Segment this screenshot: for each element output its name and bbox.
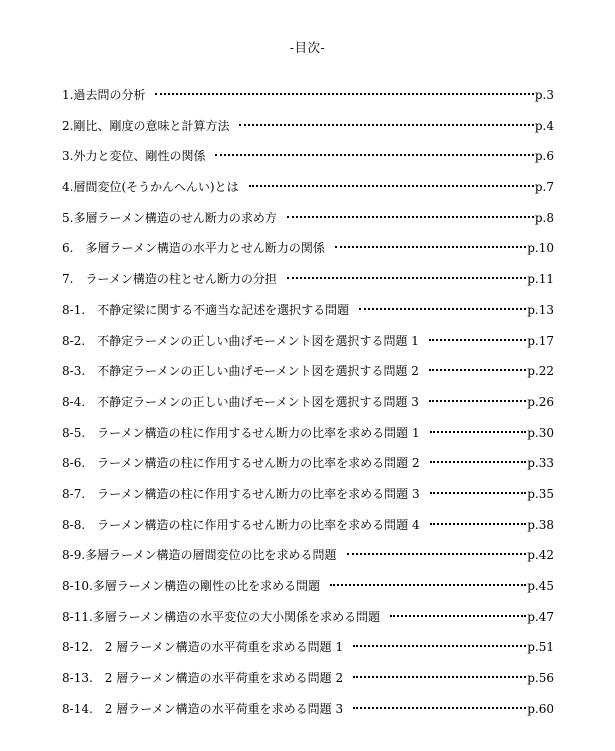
toc-entry-number: 8-3.: [62, 364, 98, 379]
toc-entry-page: p.47: [527, 609, 554, 624]
toc-entry-number: 6.: [62, 241, 86, 256]
toc-entry-page: p.45: [527, 579, 554, 593]
toc-entry-title: ラーメン構造の柱に作用するせん断力の比率を求める問題 4: [97, 517, 420, 532]
toc-leader-dots: [330, 576, 526, 586]
toc-entry-page: p.3: [534, 88, 554, 102]
toc-entry[interactable]: [62, 209, 554, 240]
toc-entry[interactable]: [62, 393, 554, 424]
toc-entry-number: 8-14.: [62, 701, 105, 716]
toc-leader-dots: [359, 300, 526, 310]
toc-entry-number: 8-10.: [62, 579, 93, 593]
toc-entry[interactable]: [62, 546, 554, 577]
toc-entry-page: p.26: [527, 394, 554, 409]
toc-leader-dots: [429, 392, 526, 402]
toc-entry[interactable]: [62, 454, 554, 485]
toc-leader-dots: [353, 637, 526, 647]
toc-entry-page: p.51: [527, 640, 554, 655]
toc-entry-title: ラーメン構造の柱に作用するせん断力の比率を求める問題 1: [97, 425, 420, 440]
toc-entry-title: ラーメン構造の柱に作用するせん断力の比率を求める問題 3: [97, 486, 420, 501]
toc-entry-number: 4.: [62, 180, 74, 195]
toc-entry-page: p.35: [527, 486, 554, 501]
toc-entry-title: 不静定梁に関する不適当な記述を選択する問題: [97, 302, 350, 317]
toc-entry[interactable]: [62, 424, 554, 455]
toc-entry-page: p.13: [527, 302, 554, 317]
toc-entry[interactable]: [62, 638, 554, 669]
toc-entry-page: p.38: [527, 517, 554, 532]
toc-leader-dots: [430, 484, 527, 494]
toc-entry[interactable]: [62, 301, 554, 332]
toc-leader-dots: [430, 423, 527, 433]
toc-entry-number: 5.: [62, 210, 74, 225]
toc-entry-page: p.33: [527, 456, 554, 471]
toc-leader-dots: [430, 515, 527, 525]
toc-entry-page: p.6: [534, 149, 554, 164]
toc-leader-dots: [287, 208, 534, 218]
toc-entry-title: 多層ラーメン構造の剛性の比を求める問題: [92, 579, 321, 593]
toc-entry-number: 1.: [62, 88, 74, 102]
toc-entry-title: ラーメン構造の柱に作用するせん断力の比率を求める問題 2: [97, 456, 420, 471]
toc-entry-page: p.4: [534, 118, 554, 133]
toc-entry[interactable]: [62, 117, 554, 148]
toc-entry-number: 8-9.: [62, 548, 86, 563]
toc-entry-number: 8-8.: [62, 517, 98, 532]
toc-leader-dots: [429, 361, 526, 371]
toc-entry-page: p.10: [527, 241, 554, 256]
toc-entry-number: 8-7.: [62, 486, 98, 501]
toc-entry-number: 8-13.: [62, 671, 105, 686]
toc-leader-dots: [429, 331, 526, 341]
page-title: -目次-: [289, 40, 326, 55]
toc-leader-dots: [347, 545, 527, 555]
toc-entry-page: p.11: [527, 272, 554, 287]
toc-entry[interactable]: [62, 516, 554, 547]
toc-entry-number: 8-4.: [62, 394, 98, 409]
toc-entry-page: p.56: [527, 671, 554, 686]
toc-entry-page: p.42: [527, 548, 554, 563]
toc-leader-dots: [239, 116, 533, 126]
toc-leader-dots: [430, 453, 527, 463]
toc-entry[interactable]: [62, 239, 554, 270]
toc-entry[interactable]: [62, 362, 554, 393]
toc-entry-page: p.7: [534, 180, 554, 195]
toc-entry[interactable]: [62, 485, 554, 516]
toc-entry[interactable]: [62, 608, 554, 639]
toc-entry-title: 過去問の分析: [73, 88, 146, 102]
toc-leader-dots: [353, 668, 526, 678]
toc-entry-number: 8-1.: [62, 302, 98, 317]
toc-leader-dots: [390, 607, 526, 617]
toc-entry-number: 7.: [62, 272, 86, 287]
toc-entry-title: 多層ラーメン構造の層間変位の比を求める問題: [85, 548, 337, 563]
toc-entry-number: 2.: [62, 118, 74, 133]
toc-entry-title: 剛比、剛度の意味と計算方法: [73, 118, 230, 133]
toc-entry-number: 8-5.: [62, 425, 98, 440]
toc-leader-dots: [335, 238, 526, 248]
toc-entry[interactable]: [62, 86, 554, 117]
toc-entry[interactable]: [62, 669, 554, 700]
toc-entry-page: p.60: [527, 701, 554, 716]
toc-entry[interactable]: [62, 270, 554, 301]
toc-entry-number: 8-6.: [62, 456, 98, 471]
toc-entry-title: 不静定ラーメンの正しい曲げモーメント図を選択する問題 1: [97, 333, 419, 348]
toc-entry-title: ラーメン構造の柱とせん断力の分担: [85, 272, 277, 287]
toc-entry[interactable]: [62, 178, 554, 209]
toc-entry-title: 不静定ラーメンの正しい曲げモーメント図を選択する問題 3: [97, 394, 419, 409]
toc-leader-dots: [215, 146, 533, 156]
toc-entry-title: 層間変位(そうかんへんい)とは: [73, 180, 239, 195]
toc-entry[interactable]: [62, 577, 554, 608]
toc-entry-title: 2 層ラーメン構造の水平荷重を求める問題 1: [104, 640, 344, 655]
toc-entry[interactable]: [62, 700, 554, 731]
toc-entry-title: 多層ラーメン構造のせん断力の求め方: [73, 210, 277, 225]
toc-entry-title: 多層ラーメン構造の水平変位の大小関係を求める問題: [92, 609, 381, 624]
table-of-contents: [62, 86, 554, 730]
toc-entry-title: 不静定ラーメンの正しい曲げモーメント図を選択する問題 2: [97, 364, 419, 379]
toc-entry-title: 2 層ラーメン構造の水平荷重を求める問題 2: [104, 671, 344, 686]
toc-entry-number: 8-2.: [62, 333, 98, 348]
toc-entry-number: 8-11.: [62, 609, 93, 624]
toc-entry-page: p.8: [534, 210, 554, 225]
toc-entry-page: p.22: [527, 364, 554, 379]
toc-entry[interactable]: [62, 332, 554, 363]
toc-leader-dots: [353, 699, 526, 709]
toc-leader-dots: [155, 85, 533, 95]
toc-entry-number: 3.: [62, 149, 74, 164]
toc-entry-title: 2 層ラーメン構造の水平荷重を求める問題 3: [104, 701, 344, 716]
toc-entry-page: p.17: [527, 333, 554, 348]
toc-entry-number: 8-12.: [62, 640, 105, 655]
toc-entry-page: p.30: [527, 425, 554, 440]
toc-entry-title: 外力と変位、剛性の関係: [73, 149, 206, 164]
toc-leader-dots: [249, 177, 534, 187]
toc-entry[interactable]: [62, 147, 554, 178]
toc-leader-dots: [287, 269, 526, 279]
toc-entry-title: 多層ラーメン構造の水平力とせん断力の関係: [85, 241, 325, 256]
